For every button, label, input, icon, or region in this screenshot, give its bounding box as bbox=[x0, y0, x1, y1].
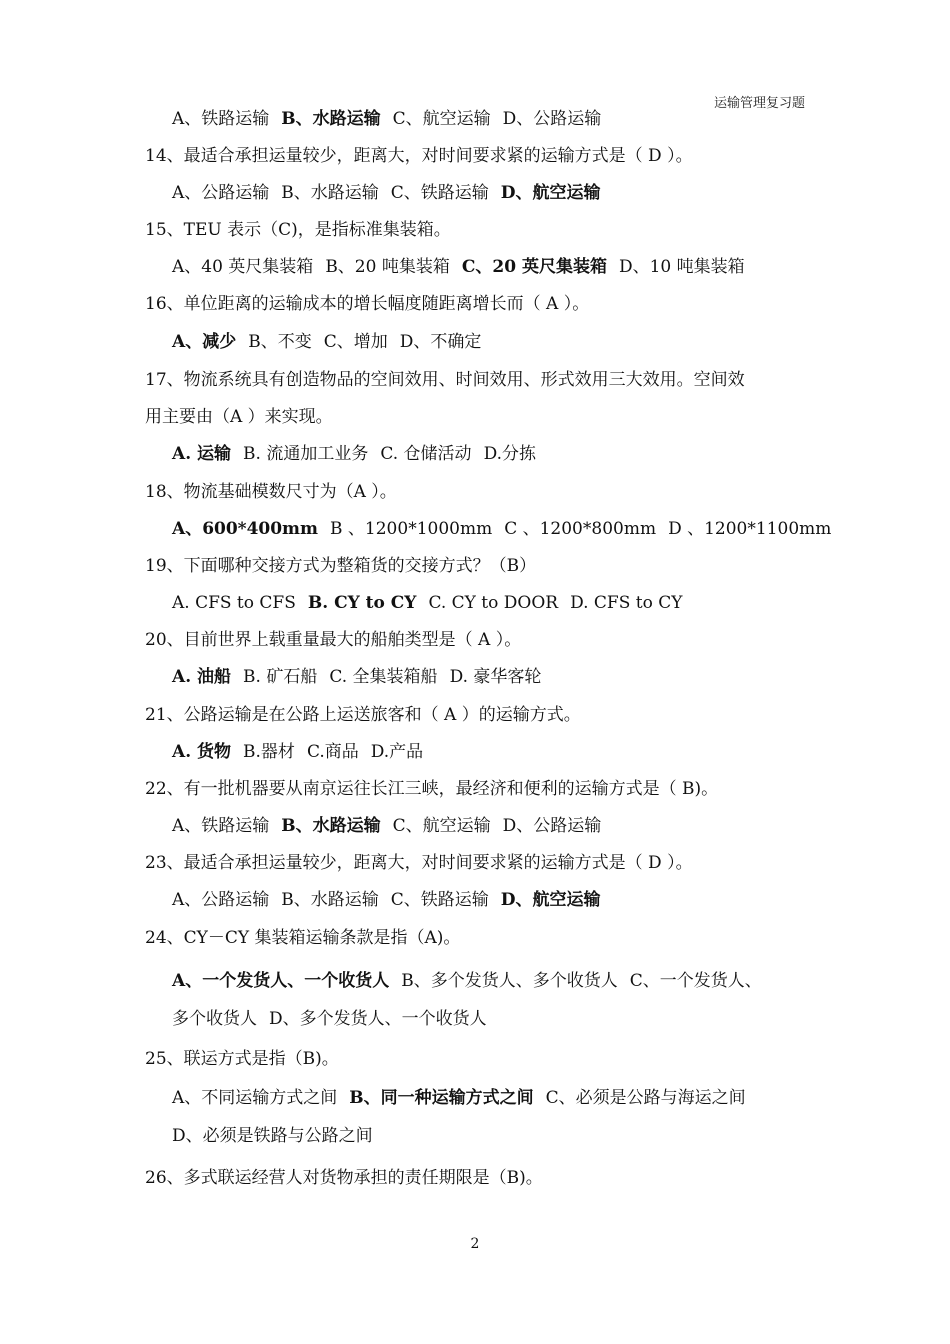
text-segment: A. CFS to CFS bbox=[172, 593, 296, 613]
question-line bbox=[145, 704, 585, 726]
text-segment: C 、1200*800mm bbox=[504, 519, 657, 539]
text-segment: 23、最适合承担运量较少，距离大，对时间要求紧的运输方式是（ D ）。 bbox=[145, 853, 693, 873]
text-segment: B、不变 bbox=[248, 332, 312, 352]
text-segment: C. 仓储活动 bbox=[380, 444, 472, 464]
text-segment: C、航空运输 bbox=[392, 816, 491, 836]
text-segment: A、铁路运输 bbox=[172, 109, 270, 129]
option-line bbox=[172, 1087, 750, 1109]
text-segment: 16、单位距离的运输成本的增长幅度随距离增长而（ A ）。 bbox=[145, 294, 590, 314]
text-segment: C、航空运输 bbox=[392, 109, 491, 129]
option-line bbox=[172, 182, 605, 204]
text-segment: B、水路运输 bbox=[281, 183, 379, 203]
text-segment: 26、多式联运经营人对货物承担的责任期限是（B)。 bbox=[145, 1168, 543, 1188]
option-line bbox=[172, 1125, 377, 1147]
text-segment: 20、目前世界上载重量最大的船舶类型是（ A ）。 bbox=[145, 630, 522, 650]
text-segment: D、必须是铁路与公路之间 bbox=[172, 1126, 373, 1146]
text-segment: 21、公路运输是在公路上运送旅客和（ A ）的运输方式。 bbox=[145, 705, 581, 725]
text-segment: C.商品 bbox=[306, 742, 359, 762]
text-segment: B 、1200*1000mm bbox=[330, 519, 493, 539]
answer-option: B、同一种运输方式之间 bbox=[349, 1088, 534, 1108]
question-line bbox=[145, 145, 697, 167]
question-line bbox=[145, 1167, 547, 1189]
text-segment: 18、物流基础模数尺寸为（A ）。 bbox=[145, 482, 397, 502]
text-segment: 用主要由（A ）来实现。 bbox=[145, 407, 333, 427]
option-line bbox=[172, 256, 749, 278]
text-segment: C、必须是公路与海运之间 bbox=[545, 1088, 746, 1108]
option-line bbox=[172, 815, 605, 837]
text-segment: 22、有一批机器要从南京运往长江三峡，最经济和便利的运输方式是（ B)。 bbox=[145, 779, 719, 799]
answer-option: B、水路运输 bbox=[281, 109, 381, 129]
option-line bbox=[172, 331, 485, 353]
text-segment: C、增加 bbox=[323, 332, 388, 352]
answer-option: B、水路运输 bbox=[281, 816, 381, 836]
text-segment: C. 全集装箱船 bbox=[329, 667, 438, 687]
question-line bbox=[145, 481, 401, 503]
text-segment: C、铁路运输 bbox=[390, 890, 489, 910]
text-segment: B. 流通加工业务 bbox=[243, 444, 369, 464]
answer-option: B. CY to CY bbox=[307, 593, 417, 613]
text-segment: 25、联运方式是指（B)。 bbox=[145, 1049, 339, 1069]
page-number: 2 bbox=[470, 1236, 480, 1252]
option-line bbox=[172, 108, 605, 130]
text-segment: D. CFS to CY bbox=[570, 593, 683, 613]
option-line bbox=[172, 518, 835, 540]
answer-option: A. 油船 bbox=[172, 667, 232, 687]
text-segment: D、公路运输 bbox=[502, 109, 602, 129]
text-segment: D、公路运输 bbox=[502, 816, 602, 836]
question-line bbox=[145, 852, 697, 874]
text-segment: D 、1200*1100mm bbox=[668, 519, 832, 539]
option-line bbox=[172, 889, 605, 911]
text-segment: B.器材 bbox=[243, 742, 295, 762]
option-line bbox=[172, 443, 540, 465]
option-line bbox=[172, 741, 427, 763]
answer-option: D、航空运输 bbox=[500, 890, 601, 910]
question-line bbox=[145, 219, 455, 241]
option-line bbox=[172, 970, 766, 992]
text-segment: 19、下面哪种交接方式为整箱货的交接方式？（B） bbox=[145, 556, 537, 576]
text-segment: C、一个发货人、 bbox=[629, 971, 762, 991]
text-segment: 多个收货人 bbox=[172, 1009, 257, 1029]
text-segment: A、不同运输方式之间 bbox=[172, 1088, 338, 1108]
text-segment: B. 矿石船 bbox=[243, 667, 318, 687]
text-segment: 14、最适合承担运量较少，距离大，对时间要求紧的运输方式是（ D ）。 bbox=[145, 146, 693, 166]
text-segment: 24、CY－CY 集装箱运输条款是指（A)。 bbox=[145, 928, 461, 948]
text-segment: A、铁路运输 bbox=[172, 816, 270, 836]
answer-option: D、航空运输 bbox=[500, 183, 601, 203]
text-segment: D. 豪华客轮 bbox=[449, 667, 542, 687]
text-segment: A、40 英尺集装箱 bbox=[172, 257, 314, 277]
answer-option: A. 货物 bbox=[172, 742, 232, 762]
option-line bbox=[172, 592, 686, 614]
question-line bbox=[145, 555, 540, 577]
text-segment: C、铁路运输 bbox=[390, 183, 489, 203]
question-line bbox=[145, 927, 464, 949]
text-segment: B、水路运输 bbox=[281, 890, 379, 910]
text-segment: D、10 吨集装箱 bbox=[618, 257, 745, 277]
text-segment: D、多个发货人、一个收货人 bbox=[269, 1009, 487, 1029]
text-segment: C. CY to DOOR bbox=[428, 593, 559, 613]
text-segment: B、20 吨集装箱 bbox=[325, 257, 450, 277]
text-segment: D、不确定 bbox=[399, 332, 482, 352]
option-line bbox=[172, 666, 545, 688]
question-line bbox=[145, 629, 525, 651]
question-line bbox=[145, 778, 722, 800]
text-segment: D.产品 bbox=[370, 742, 424, 762]
answer-option: A、一个发货人、一个收货人 bbox=[172, 971, 390, 991]
page-header: 运输管理复习题 bbox=[713, 96, 805, 111]
question-line bbox=[145, 369, 749, 391]
question-line bbox=[145, 293, 593, 315]
text-segment: B、多个发货人、多个收货人 bbox=[401, 971, 618, 991]
answer-option: A、600*400mm bbox=[172, 519, 319, 539]
option-line bbox=[172, 1008, 491, 1030]
question-line bbox=[145, 1048, 343, 1070]
answer-option: C、20 英尺集装箱 bbox=[461, 257, 607, 277]
answer-option: A. 运输 bbox=[172, 444, 232, 464]
question-line bbox=[145, 406, 337, 428]
text-segment: D.分拣 bbox=[483, 444, 536, 464]
text-segment: 17、物流系统具有创造物品的空间效用、时间效用、形式效用三大效用。空间效 bbox=[145, 370, 745, 390]
text-segment: A、公路运输 bbox=[172, 890, 270, 910]
text-segment: 15、TEU 表示（C)，是指标准集装箱。 bbox=[145, 220, 451, 240]
text-segment: A、公路运输 bbox=[172, 183, 270, 203]
answer-option: A、减少 bbox=[172, 332, 237, 352]
